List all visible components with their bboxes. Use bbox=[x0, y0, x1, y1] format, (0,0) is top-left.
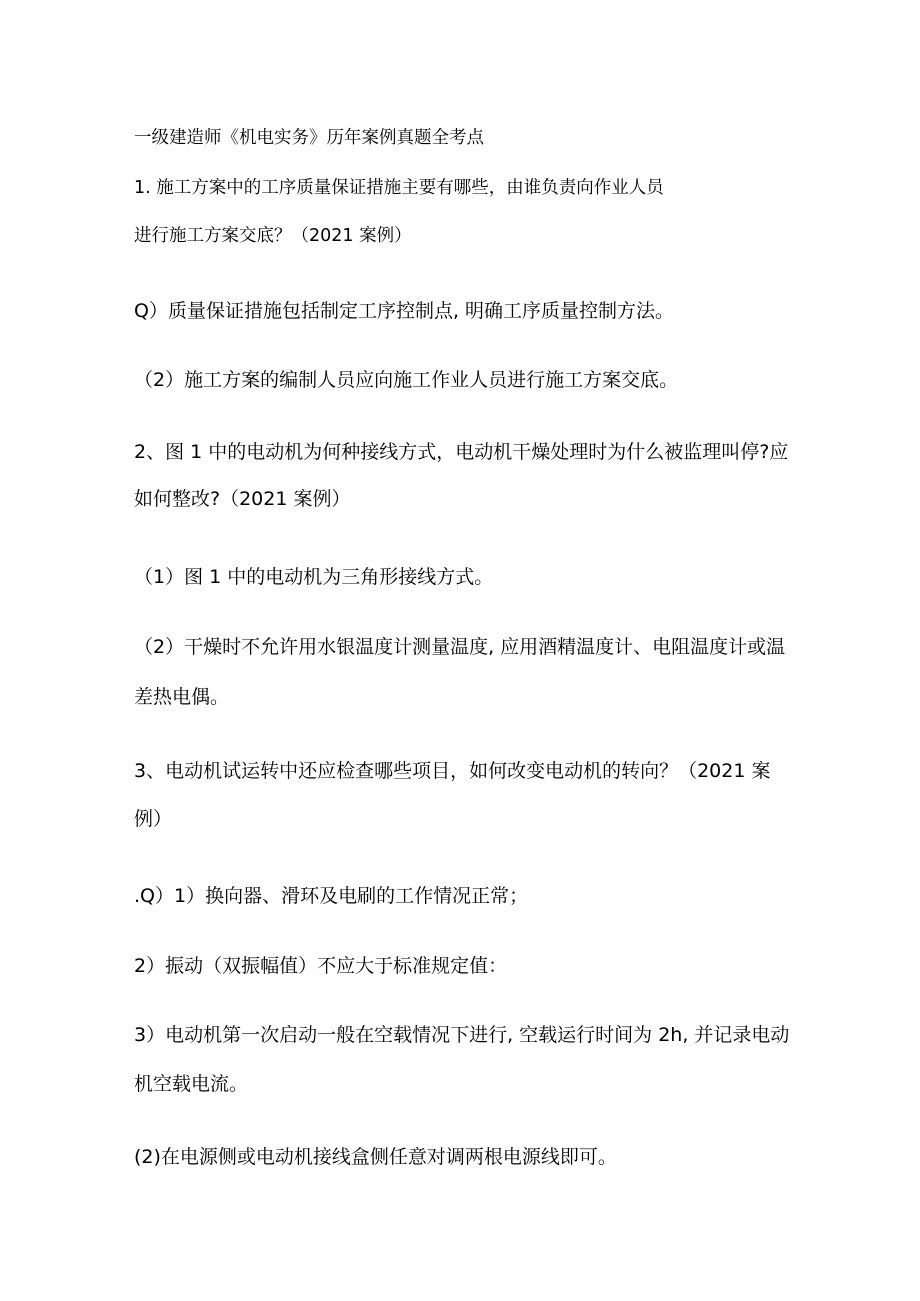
answer-1-part-1: Q）质量保证措施包括制定工序控制点, 明确工序质量控制方法。 bbox=[134, 300, 675, 322]
answer-3-part-1: .Q）1）换向器、滑环及电刷的工作情况正常； bbox=[134, 885, 529, 907]
answer-2-part-1: （1）图 1 中的电动机为三角形接线方式。 bbox=[134, 566, 494, 588]
answer-3-part-3-line-1: 3）电动机第一次启动一般在空载情况下进行, 空载运行时间为 2h, 并记录电动 bbox=[134, 1024, 790, 1046]
answer-3-part-2: 2）振动（双振幅值）不应大于标准规定值： bbox=[134, 955, 508, 977]
question-2-line-1: 2、图 1 中的电动机为何种接线方式，电动机干燥处理时为什么被监理叫停?应 bbox=[134, 441, 789, 463]
question-3-line-2: 例） bbox=[134, 808, 173, 830]
answer-3-method: (2)在电源侧或电动机接线盒侧任意对调两根电源线即可。 bbox=[134, 1146, 617, 1168]
document-title: 一级建造师《机电实务》历年案例真题全考点 bbox=[134, 128, 484, 148]
answer-2-part-2-line-1: （2）干燥时不允许用水银温度计测量温度, 应用酒精温度计、电阻温度计或温 bbox=[134, 636, 786, 658]
answer-1-part-2: （2）施工方案的编制人员应向施工作业人员进行施工方案交底。 bbox=[134, 369, 679, 391]
question-3-line-1: 3、电动机试运转中还应检查哪些项目，如何改变电动机的转向？（2021 案 bbox=[134, 760, 771, 782]
question-1-line-2: 进行施工方案交底？（2021 案例） bbox=[134, 226, 412, 246]
question-2-line-2: 如何整改?（2021 案例） bbox=[134, 488, 351, 510]
answer-3-part-3-line-2: 机空载电流。 bbox=[134, 1073, 249, 1095]
question-1-line-1: 1. 施工方案中的工序质量保证措施主要有哪些，由谁负责向作业人员 bbox=[134, 178, 664, 198]
answer-2-part-2-line-2: 差热电偶。 bbox=[134, 686, 230, 708]
